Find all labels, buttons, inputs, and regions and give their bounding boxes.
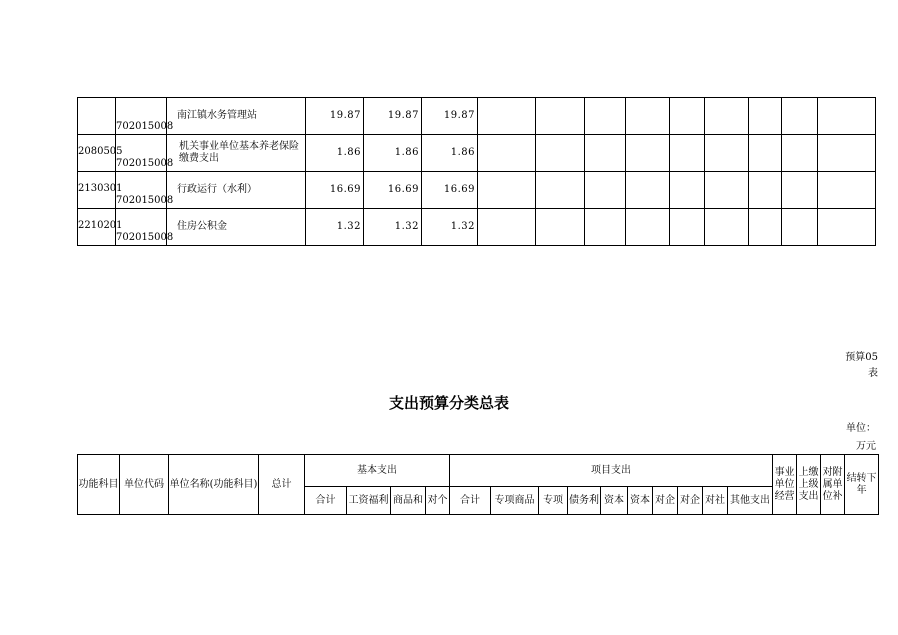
total-cell: 1.32 — [306, 209, 364, 246]
header-subsidiary-subsidy: 对附属单位补 — [821, 455, 845, 515]
basic-total-cell: 1.32 — [364, 209, 422, 246]
header-project-sub: 资本 — [628, 487, 653, 515]
empty-cell — [705, 209, 749, 246]
header-project-sub: 其他支出 — [728, 487, 773, 515]
empty-cell — [585, 135, 626, 172]
table-number-line1: 预算05 — [845, 352, 878, 363]
empty-cell — [749, 172, 782, 209]
expenditure-summary-header-table — [77, 454, 879, 515]
empty-cell — [818, 98, 876, 135]
header-project-sub: 专项商品 — [491, 487, 539, 515]
empty-cell — [670, 209, 705, 246]
header-project-sub: 对企 — [653, 487, 678, 515]
empty-cell — [626, 209, 670, 246]
header-project-sub: 合计 — [450, 487, 491, 515]
empty-cell — [585, 98, 626, 135]
empty-cell — [670, 98, 705, 135]
empty-cell — [536, 98, 585, 135]
empty-cell — [670, 135, 705, 172]
header-project-sub: 对社 — [703, 487, 728, 515]
unit-name-cell: 行政运行（水利） — [167, 172, 306, 209]
budget-detail-table — [77, 97, 876, 246]
func-code-cell — [78, 98, 116, 135]
empty-cell — [705, 98, 749, 135]
unit-name-cell: 机关事业单位基本养老保险缴费支出 — [167, 135, 306, 172]
empty-cell — [626, 172, 670, 209]
empty-cell — [749, 135, 782, 172]
total-cell: 1.86 — [306, 135, 364, 172]
total-cell: 16.69 — [306, 172, 364, 209]
header-basic-expenditure: 基本支出 — [305, 455, 450, 487]
header-project-sub: 对企 — [678, 487, 703, 515]
unit-code-cell: 702015008 — [116, 135, 167, 172]
empty-cell — [705, 135, 749, 172]
header-project-expenditure: 项目支出 — [450, 455, 773, 487]
empty-cell — [478, 135, 536, 172]
empty-cell — [818, 135, 876, 172]
salary-cell: 1.86 — [422, 135, 478, 172]
func-code-cell: 2130301 — [78, 172, 116, 209]
salary-cell: 19.87 — [422, 98, 478, 135]
table-row — [78, 172, 876, 209]
header-superior-payment: 上缴上级支出 — [797, 455, 821, 515]
empty-cell — [478, 209, 536, 246]
table-row — [78, 209, 876, 246]
empty-cell — [749, 209, 782, 246]
empty-cell — [818, 209, 876, 246]
empty-cell — [536, 172, 585, 209]
empty-cell — [585, 172, 626, 209]
header-basic-sub: 合计 — [305, 487, 347, 515]
unit-label — [816, 420, 876, 456]
empty-cell — [705, 172, 749, 209]
header-project-sub: 资本 — [601, 487, 628, 515]
unit-label-line2: 万元 — [856, 441, 876, 452]
empty-cell — [670, 172, 705, 209]
header-unit-code: 单位代码 — [120, 455, 169, 515]
header-carry-over: 结转下年 — [845, 455, 879, 515]
empty-cell — [585, 209, 626, 246]
basic-total-cell: 19.87 — [364, 98, 422, 135]
unit-name-cell: 住房公积金 — [167, 209, 306, 246]
basic-total-cell: 1.86 — [364, 135, 422, 172]
header-basic-sub: 工资福利 — [347, 487, 391, 515]
table-number — [818, 350, 878, 382]
salary-cell: 16.69 — [422, 172, 478, 209]
table-row — [78, 135, 876, 172]
empty-cell — [749, 98, 782, 135]
empty-cell — [536, 135, 585, 172]
empty-cell — [478, 98, 536, 135]
unit-code-cell: 702015008 — [116, 209, 167, 246]
header-basic-sub: 商品和 — [391, 487, 426, 515]
total-cell: 19.87 — [306, 98, 364, 135]
header-project-sub: 专项 — [539, 487, 568, 515]
empty-cell — [536, 209, 585, 246]
page-title: 支出预算分类总表 — [388, 394, 509, 412]
unit-code-cell: 702015008 — [116, 98, 167, 135]
header-func-subject: 功能科目 — [78, 455, 120, 515]
empty-cell — [782, 172, 818, 209]
header-business-operation: 事业单位经营 — [773, 455, 797, 515]
basic-total-cell: 16.69 — [364, 172, 422, 209]
empty-cell — [782, 209, 818, 246]
table-number-line2: 表 — [868, 368, 878, 379]
empty-cell — [782, 135, 818, 172]
func-code-cell: 2210201 — [78, 209, 116, 246]
header-unit-name: 单位名称(功能科目) — [169, 455, 259, 515]
empty-cell — [782, 98, 818, 135]
unit-name-cell: 南江镇水务管理站 — [167, 98, 306, 135]
table-row — [78, 98, 876, 135]
unit-code-cell: 702015008 — [116, 172, 167, 209]
empty-cell — [626, 98, 670, 135]
unit-label-line1: 单位： — [846, 423, 876, 434]
header-project-sub: 债务利 — [568, 487, 601, 515]
header-basic-sub: 对个 — [426, 487, 450, 515]
empty-cell — [818, 172, 876, 209]
func-code-cell: 2080505 — [78, 135, 116, 172]
salary-cell: 1.32 — [422, 209, 478, 246]
empty-cell — [626, 135, 670, 172]
empty-cell — [478, 172, 536, 209]
header-total: 总计 — [259, 455, 305, 515]
